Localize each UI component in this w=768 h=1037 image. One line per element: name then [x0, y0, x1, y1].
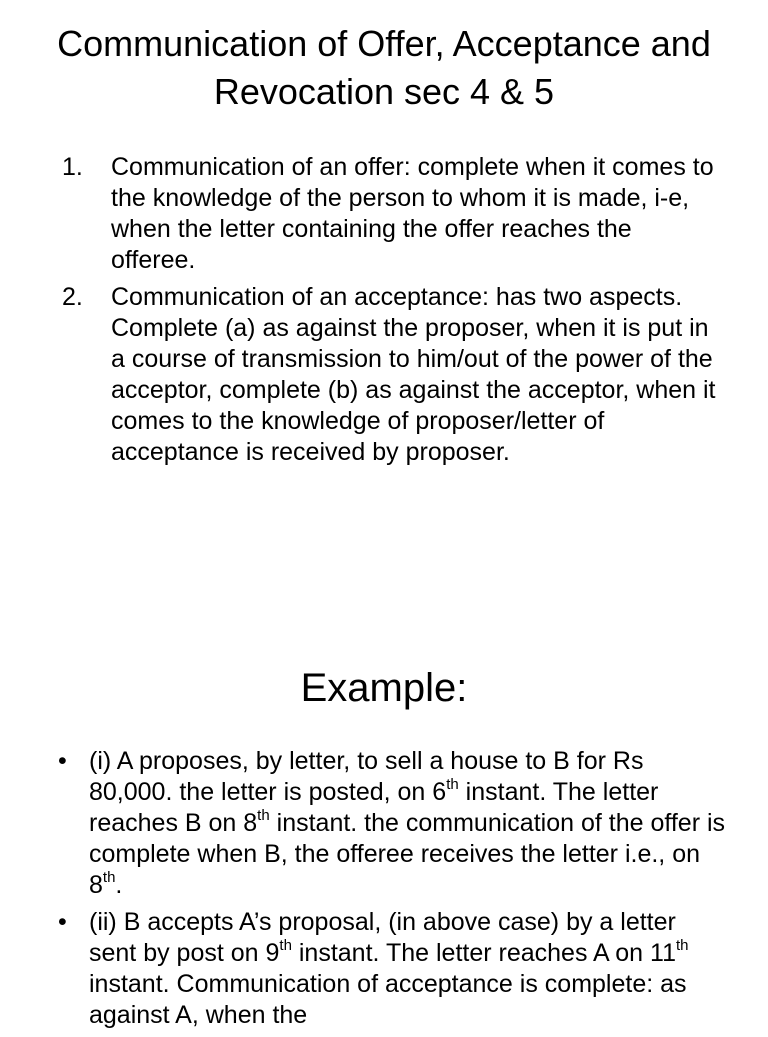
list-item-text: Communication of an acceptance: has two aspects. Complete (a) as against the proposer, when it is put in a course of transmission to him/out of the power of the acceptor, complete (b) as against the acceptor, when it comes to the knowledge of proposer/letter of acceptance is received by proposer. — [111, 283, 716, 466]
numbered-list — [62, 152, 722, 474]
bullet-icon: • — [58, 747, 67, 775]
bullet-list — [58, 746, 728, 1037]
bullet-item — [58, 907, 728, 1031]
bullet-item — [58, 746, 728, 901]
list-item-text: Communication of an offer: complete when it comes to the knowledge of the person to whom it is made, i-e, when the letter containing the offer reaches the offeree. — [111, 153, 714, 274]
slide-example — [0, 560, 768, 1029]
list-number: 2. — [62, 283, 83, 311]
bullet-text: (ii) B accepts A’s proposal, (in above case) by a letter sent by post on 9th instant. The letter reaches A on 11th instant. Communication of acceptance is complete: as against A, when the — [89, 908, 689, 1029]
list-number: 1. — [62, 153, 83, 181]
list-item — [62, 152, 722, 276]
bullet-icon: • — [58, 908, 67, 936]
slide-title: Example: — [300, 666, 468, 710]
list-item — [62, 282, 722, 468]
slide-title: Communication of Offer, Acceptance and Revocation sec 4 & 5 — [57, 23, 711, 112]
bullet-text: (i) A proposes, by letter, to sell a house to B for Rs 80,000. the letter is posted, on 6th instant. The letter reaches B on 8th instant. the communication of the offer is complete when B, the offeree receives the letter i.e., on 8th. — [89, 747, 726, 899]
